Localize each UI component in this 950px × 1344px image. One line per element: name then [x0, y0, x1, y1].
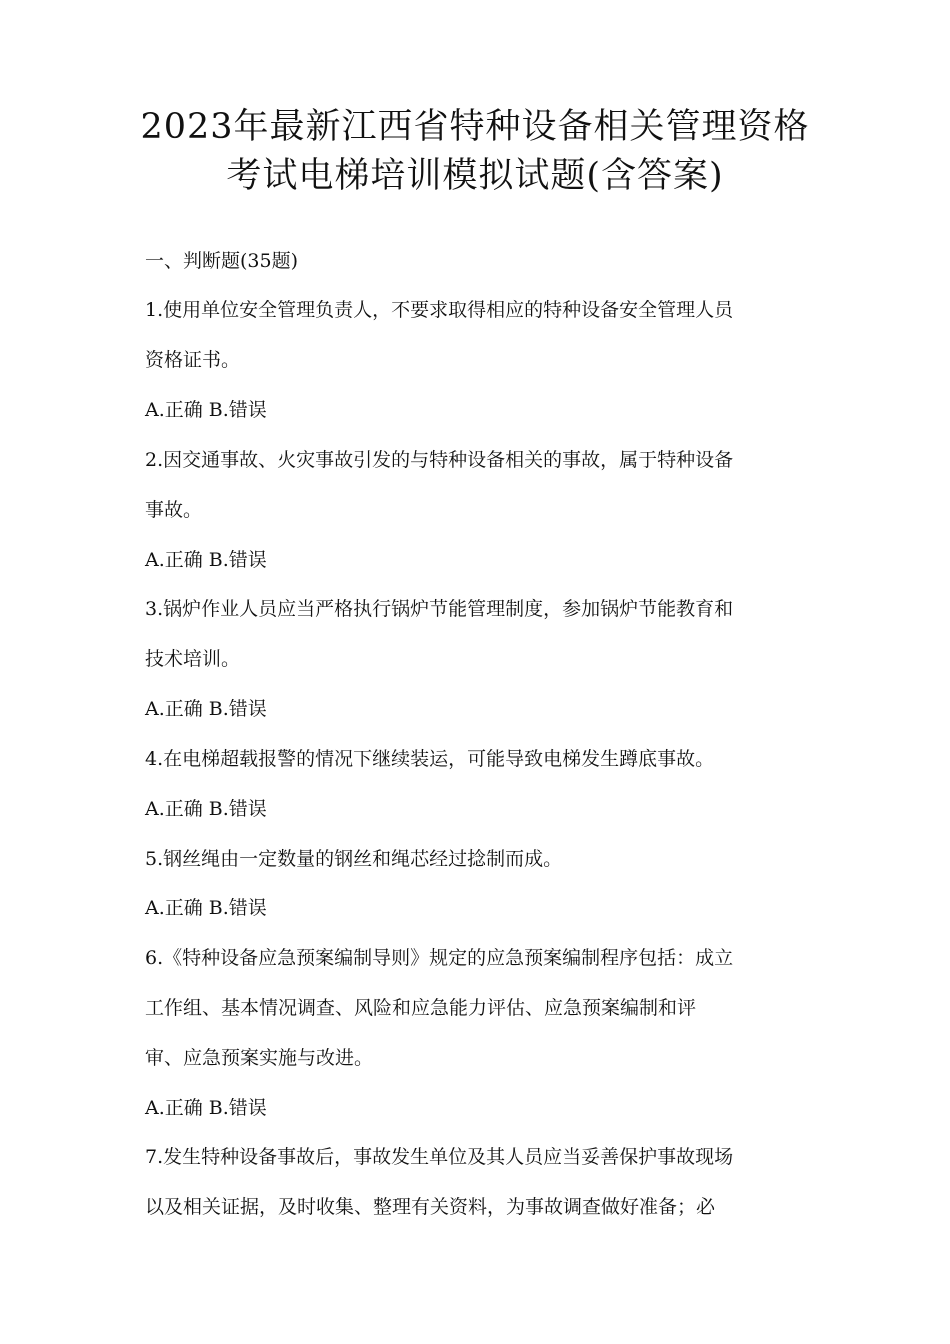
question-6-options: A.正确 B.错误: [145, 1097, 267, 1119]
question-6-text-cont-2: 审、应急预案实施与改进。: [145, 1047, 374, 1069]
question-1-text-cont: 资格证书。: [145, 349, 241, 371]
question-2-text: 2.因交通事故、火灾事故引发的与特种设备相关的事故，属于特种设备: [145, 449, 734, 471]
question-5-options: A.正确 B.错误: [145, 897, 267, 919]
question-3-text-cont: 技术培训。: [145, 648, 241, 670]
question-7-text: 7.发生特种设备事故后，事故发生单位及其人员应当妥善保护事故现场: [145, 1146, 734, 1168]
document-title-line-1: 2023年最新江西省特种设备相关管理资格: [140, 107, 810, 147]
question-2-options: A.正确 B.错误: [145, 549, 267, 571]
question-6-text-cont-1: 工作组、基本情况调查、风险和应急能力评估、应急预案编制和评: [145, 997, 697, 1019]
question-1-text: 1.使用单位安全管理负责人，不要求取得相应的特种设备安全管理人员: [145, 299, 734, 321]
section-heading: 一、判断题(35题): [145, 250, 299, 272]
question-1-options: A.正确 B.错误: [145, 399, 267, 421]
question-6-text: 6.《特种设备应急预案编制导则》规定的应急预案编制程序包括：成立: [145, 947, 734, 969]
question-4-text: 4.在电梯超载报警的情况下继续装运，可能导致电梯发生蹲底事故。: [145, 748, 715, 770]
question-5-text: 5.钢丝绳由一定数量的钢丝和绳芯经过捻制而成。: [145, 848, 563, 870]
question-3-text: 3.锅炉作业人员应当严格执行锅炉节能管理制度，参加锅炉节能教育和: [145, 598, 734, 620]
question-4-options: A.正确 B.错误: [145, 798, 267, 820]
question-3-options: A.正确 B.错误: [145, 698, 267, 720]
question-7-text-cont: 以及相关证据，及时收集、整理有关资料，为事故调查做好准备；必: [145, 1196, 716, 1218]
document-title-line-2: 考试电梯培训模拟试题(含答案): [226, 156, 724, 196]
question-2-text-cont: 事故。: [145, 499, 203, 521]
